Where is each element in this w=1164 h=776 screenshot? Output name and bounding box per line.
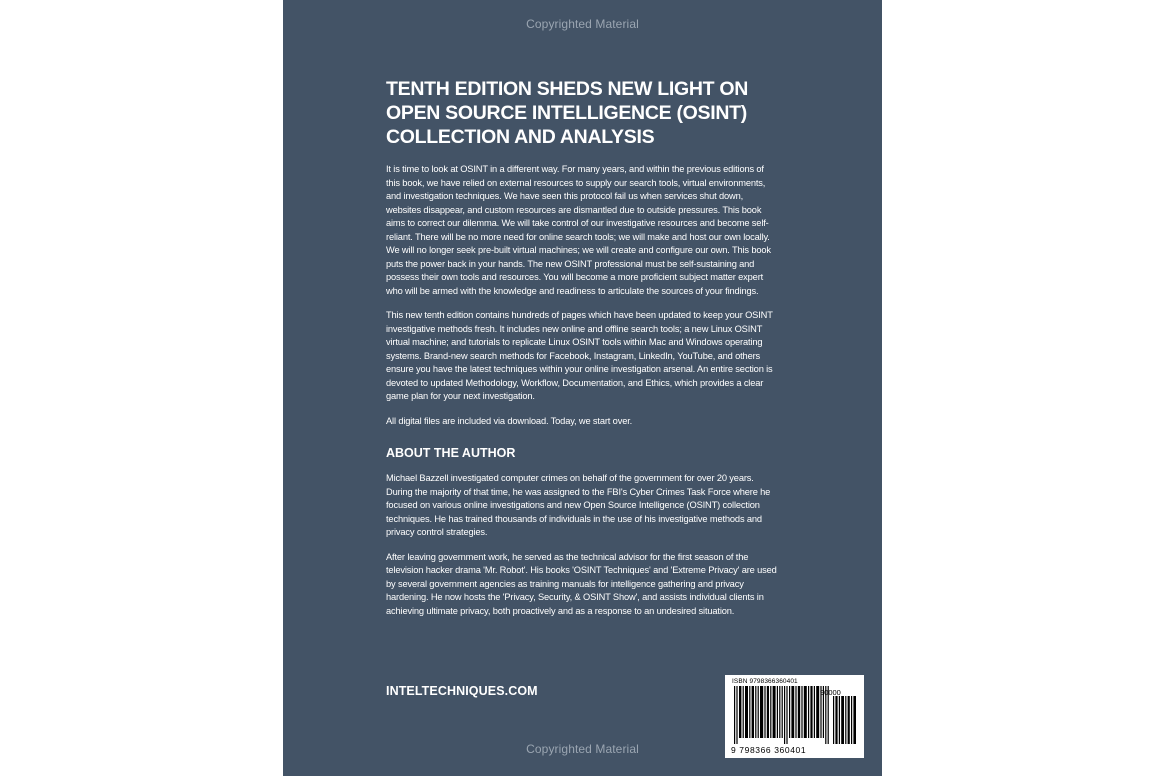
cover-content [386, 77, 778, 629]
barcode-price-code: 90000 [820, 688, 841, 697]
cover-headline [386, 77, 778, 149]
watermark-top: Copyrighted Material [526, 17, 639, 31]
website-url: INTELTECHNIQUES.COM [386, 684, 538, 698]
description-paragraph-1: It is time to look at OSINT in a different way. For many years, and within the previous editions of this book, we have relied on external resources to supply our search tools, virtual environments, and investigation techniques. We have seen this protocol fail us when services shut down, websites disappear, and custom resources are dismantled due to outside pressures. This book aims to correct our dilemma. We will take control of our investigative resources and become self-reliant. There will be no more need for online search tools; we will make and host our own locally. We will no longer seek pre-built virtual machines; we will create and configure our own. This book puts the power back in your hands. The new OSINT professional must be self-sustaining and possess their own tools and resources. You will become a more proficient subject matter expert who will be armed with the knowledge and readiness to articulate the sources of your findings. [386, 164, 771, 296]
description-paragraph-2: This new tenth edition contains hundreds of pages which have been updated to keep your OSINT investigative methods fresh. It includes new online and offline search tools; a new Linux OSINT virtual machine; and tutorials to replicate Linux OSINT tools within Mac and Windows operating systems. Brand-new search methods for Facebook, Instagram, LinkedIn, YouTube, and others ensure you have the latest techniques within your online investigation arsenal. An entire section is devoted to updated Methodology, Workflow, Documentation, and Ethics, which provides a clear game plan for your next investigation. [386, 310, 773, 401]
description-paragraph-3: All digital files are included via download. Today, we start over. [386, 415, 633, 426]
author-paragraph-2: After leaving government work, he served as the technical advisor for the first season of the television hacker drama 'Mr. Robot'. His books 'OSINT Techniques' and 'Extreme Privacy' are used by several government agencies as training manuals for intelligence gathering and privacy hardening. He now hosts the 'Privacy, Security, & OSINT Show', and assists individual clients in achieving ultimate privacy, both proactively and as a response to an undesired situation. [386, 551, 777, 616]
headline-line-1: TENTH EDITION SHEDS NEW LIGHT ON [386, 78, 748, 100]
author-paragraph-1: Michael Bazzell investigated computer crimes on behalf of the government for over 20 years. During the majority of that time, he was assigned to the FBI's Cyber Crimes Task Force where he focused on various online investigations and new Open Source Intelligence (OSINT) collection techniques. He has trained thousands of individuals in the use of his investigative methods and privacy control strategies. [386, 473, 771, 537]
watermark-bottom: Copyrighted Material [526, 742, 639, 756]
headline-line-3: COLLECTION AND ANALYSIS [386, 126, 655, 148]
headline-line-2: OPEN SOURCE INTELLIGENCE (OSINT) [386, 102, 747, 124]
about-author-heading: ABOUT THE AUTHOR [386, 446, 516, 460]
book-back-cover [283, 0, 882, 776]
barcode-digits: 9 798366 360401 [731, 745, 807, 755]
isbn-label: ISBN 9798366360401 [732, 678, 798, 685]
